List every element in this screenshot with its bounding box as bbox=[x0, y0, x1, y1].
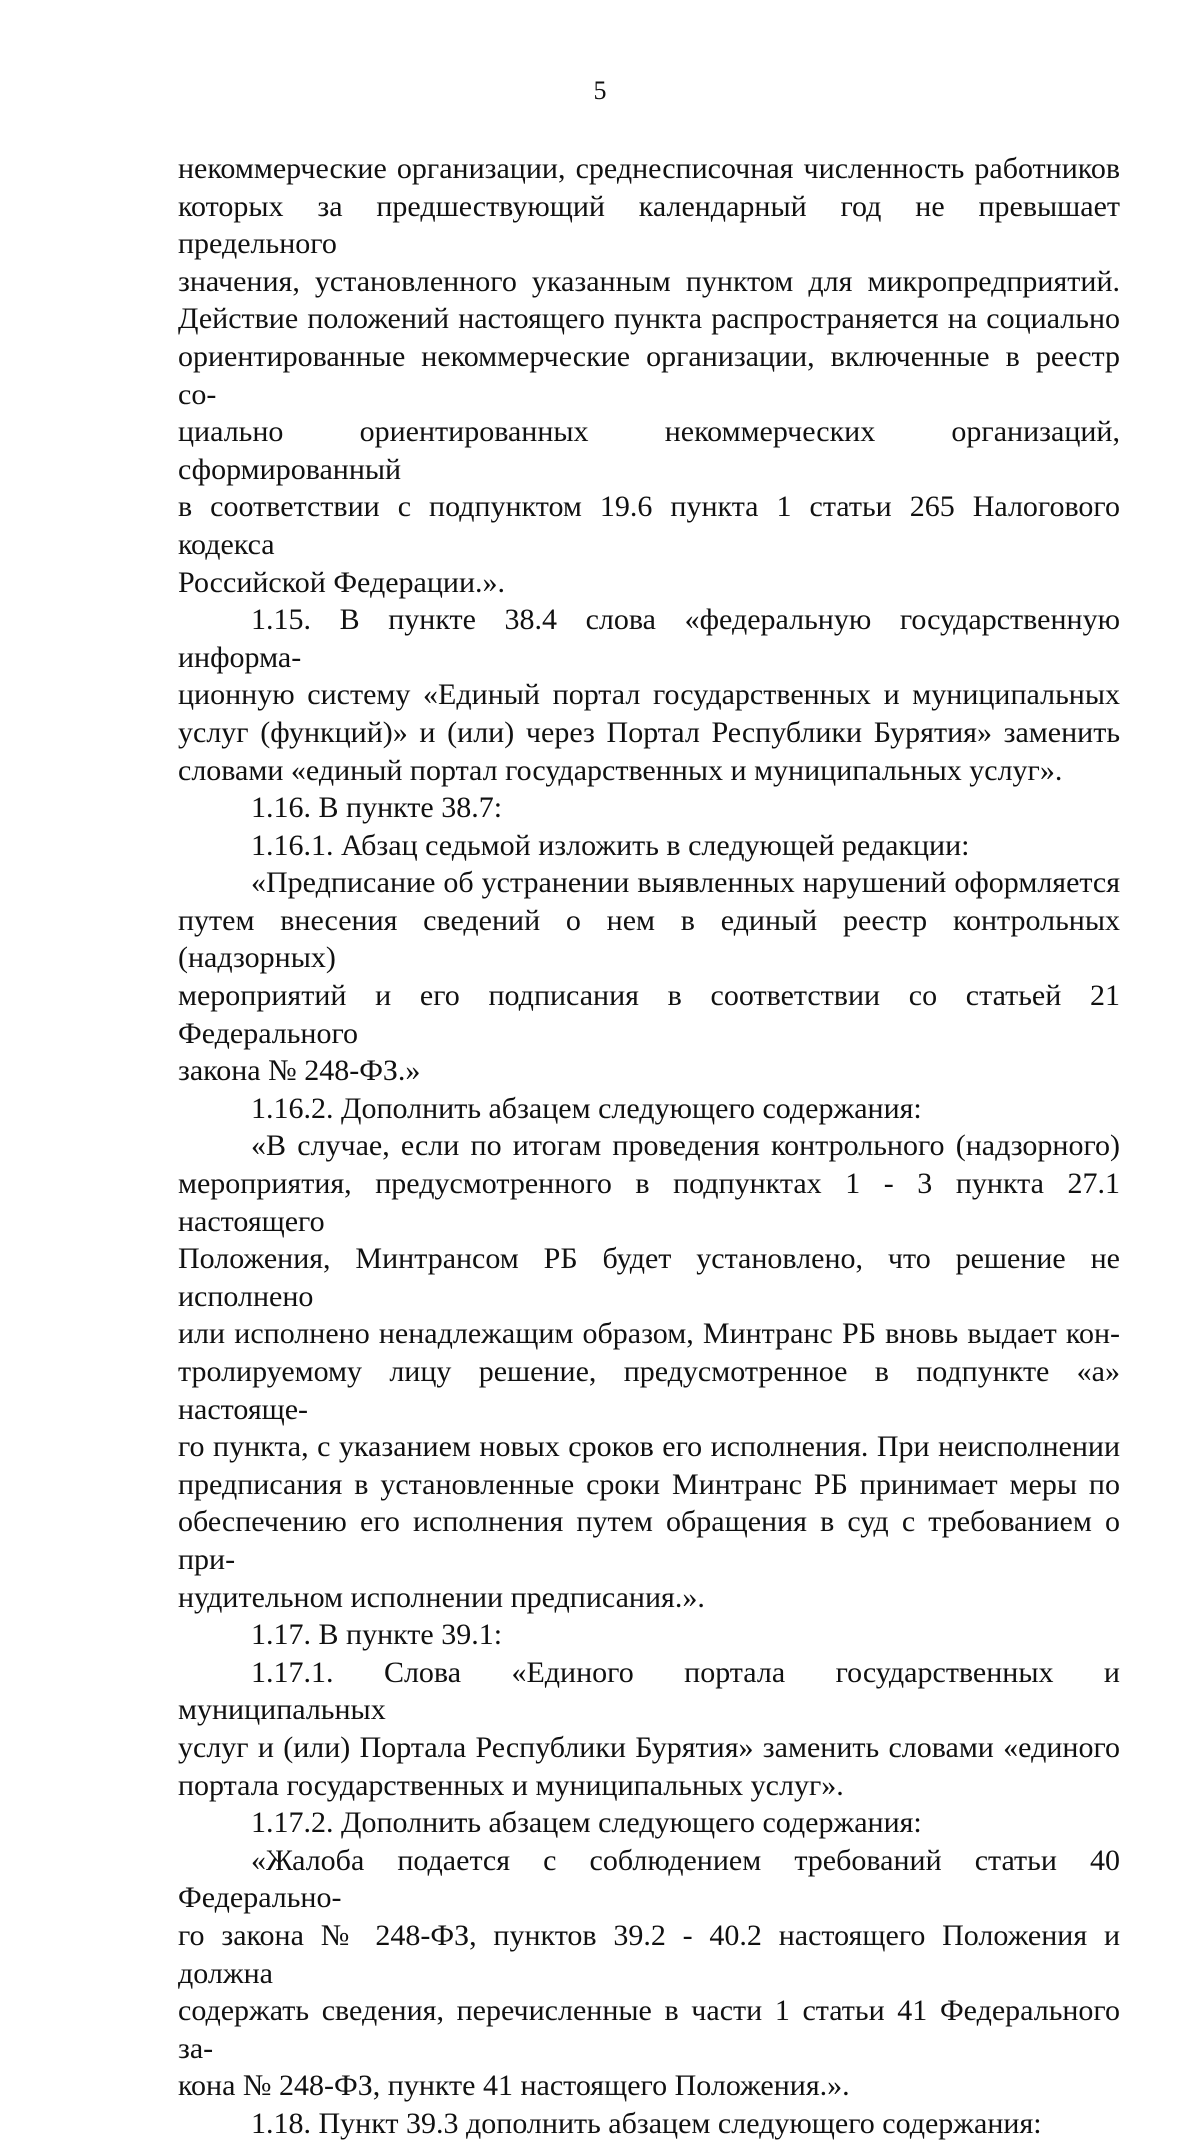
document-body bbox=[178, 150, 1120, 2142]
paragraph-line: содержать сведения, перечисленные в части 1 статьи 41 Федерального за- bbox=[178, 1994, 1120, 2065]
paragraph-line: го пункта, с указанием новых сроков его исполнения. При неисполнении bbox=[178, 1430, 1120, 1464]
paragraph-line: Российской Федерации.». bbox=[178, 565, 506, 599]
paragraph-line: го закона № 248-ФЗ, пунктов 39.2 - 40.2 настоящего Положения и должна bbox=[178, 1918, 1120, 1990]
paragraph-line: 1.16. В пункте 38.7: bbox=[251, 791, 503, 825]
paragraph-line: 1.15. В пункте 38.4 слова «федеральную государственную информа- bbox=[178, 603, 1120, 674]
paragraph-line: или исполнено ненадлежащим образом, Минтранс РБ вновь выдает кон- bbox=[178, 1317, 1120, 1351]
paragraph-line: значения, установленного указанным пунктом для микропредприятий. bbox=[178, 264, 1120, 298]
paragraph-line: мероприятия, предусмотренного в подпунктах 1 - 3 пункта 27.1 настоящего bbox=[178, 1167, 1120, 1238]
paragraph-line: Положения, Минтрансом РБ будет установлено, что решение не исполнено bbox=[178, 1242, 1120, 1313]
paragraph-line: 1.17. В пункте 39.1: bbox=[251, 1618, 503, 1652]
paragraph-line: предписания в установленные сроки Минтранс РБ принимает меры по bbox=[178, 1467, 1120, 1501]
paragraph-line: 1.16.2. Дополнить абзацем следующего содержания: bbox=[251, 1091, 922, 1125]
paragraph-line: ционную систему «Единый портал государственных и муниципальных bbox=[178, 678, 1120, 712]
paragraph-line: услуг (функций)» и (или) через Портал Республики Бурятия» заменить bbox=[178, 715, 1120, 749]
paragraph-line: словами «единый портал государственных и муниципальных услуг». bbox=[178, 753, 1063, 787]
paragraph-line: ориентированные некоммерческие организации, включенные в реестр со- bbox=[178, 339, 1120, 411]
paragraph-line: «Жалоба подается с соблюдением требований статьи 40 Федерально- bbox=[178, 1843, 1120, 1915]
paragraph-line: «В случае, если по итогам проведения контрольного (надзорного) bbox=[251, 1129, 1120, 1163]
paragraph-line: портала государственных и муниципальных услуг». bbox=[178, 1768, 844, 1802]
paragraph-line: 1.17.2. Дополнить абзацем следующего содержания: bbox=[251, 1806, 922, 1840]
paragraph-line: кона № 248-ФЗ, пункте 41 настоящего Положения.». bbox=[178, 2069, 850, 2103]
paragraph-line: закона № 248-ФЗ.» bbox=[178, 1054, 421, 1088]
paragraph-line: которых за предшествующий календарный год не превышает предельного bbox=[178, 189, 1120, 261]
paragraph-line: услуг и (или) Портала Республики Бурятия» заменить словами «единого bbox=[178, 1730, 1120, 1764]
paragraph-line: 1.17.1. Слова «Единого портала государственных и муниципальных bbox=[178, 1655, 1120, 1727]
paragraph-line: циально ориентированных некоммерческих организаций, сформированный bbox=[178, 415, 1120, 486]
paragraph-line: мероприятий и его подписания в соответствии со статьей 21 Федерального bbox=[178, 979, 1120, 1050]
paragraph-line: 1.18. Пункт 39.3 дополнить абзацем следующего содержания: bbox=[251, 2106, 1042, 2140]
page-number: 5 bbox=[593, 76, 607, 105]
paragraph-line: в соответствии с подпунктом 19.6 пункта 1 статьи 265 Налогового кодекса bbox=[178, 490, 1120, 561]
paragraph-line: обеспечению его исполнения путем обращения в суд с требованием о при- bbox=[178, 1505, 1120, 1576]
paragraph-line: 1.16.1. Абзац седьмой изложить в следующей редакции: bbox=[251, 828, 970, 862]
paragraph-line: некоммерческие организации, среднесписочная численность работников bbox=[178, 152, 1120, 185]
paragraph-line: нудительном исполнении предписания.». bbox=[178, 1580, 705, 1614]
paragraph-line: путем внесения сведений о нем в единый реестр контрольных (надзорных) bbox=[178, 903, 1120, 975]
paragraph-line: «Предписание об устранении выявленных нарушений оформляется bbox=[251, 866, 1120, 900]
paragraph-line: тролируемому лицу решение, предусмотренное в подпункте «а» настояще- bbox=[178, 1355, 1120, 1426]
paragraph-line: Действие положений настоящего пункта распространяется на социально bbox=[178, 302, 1120, 336]
